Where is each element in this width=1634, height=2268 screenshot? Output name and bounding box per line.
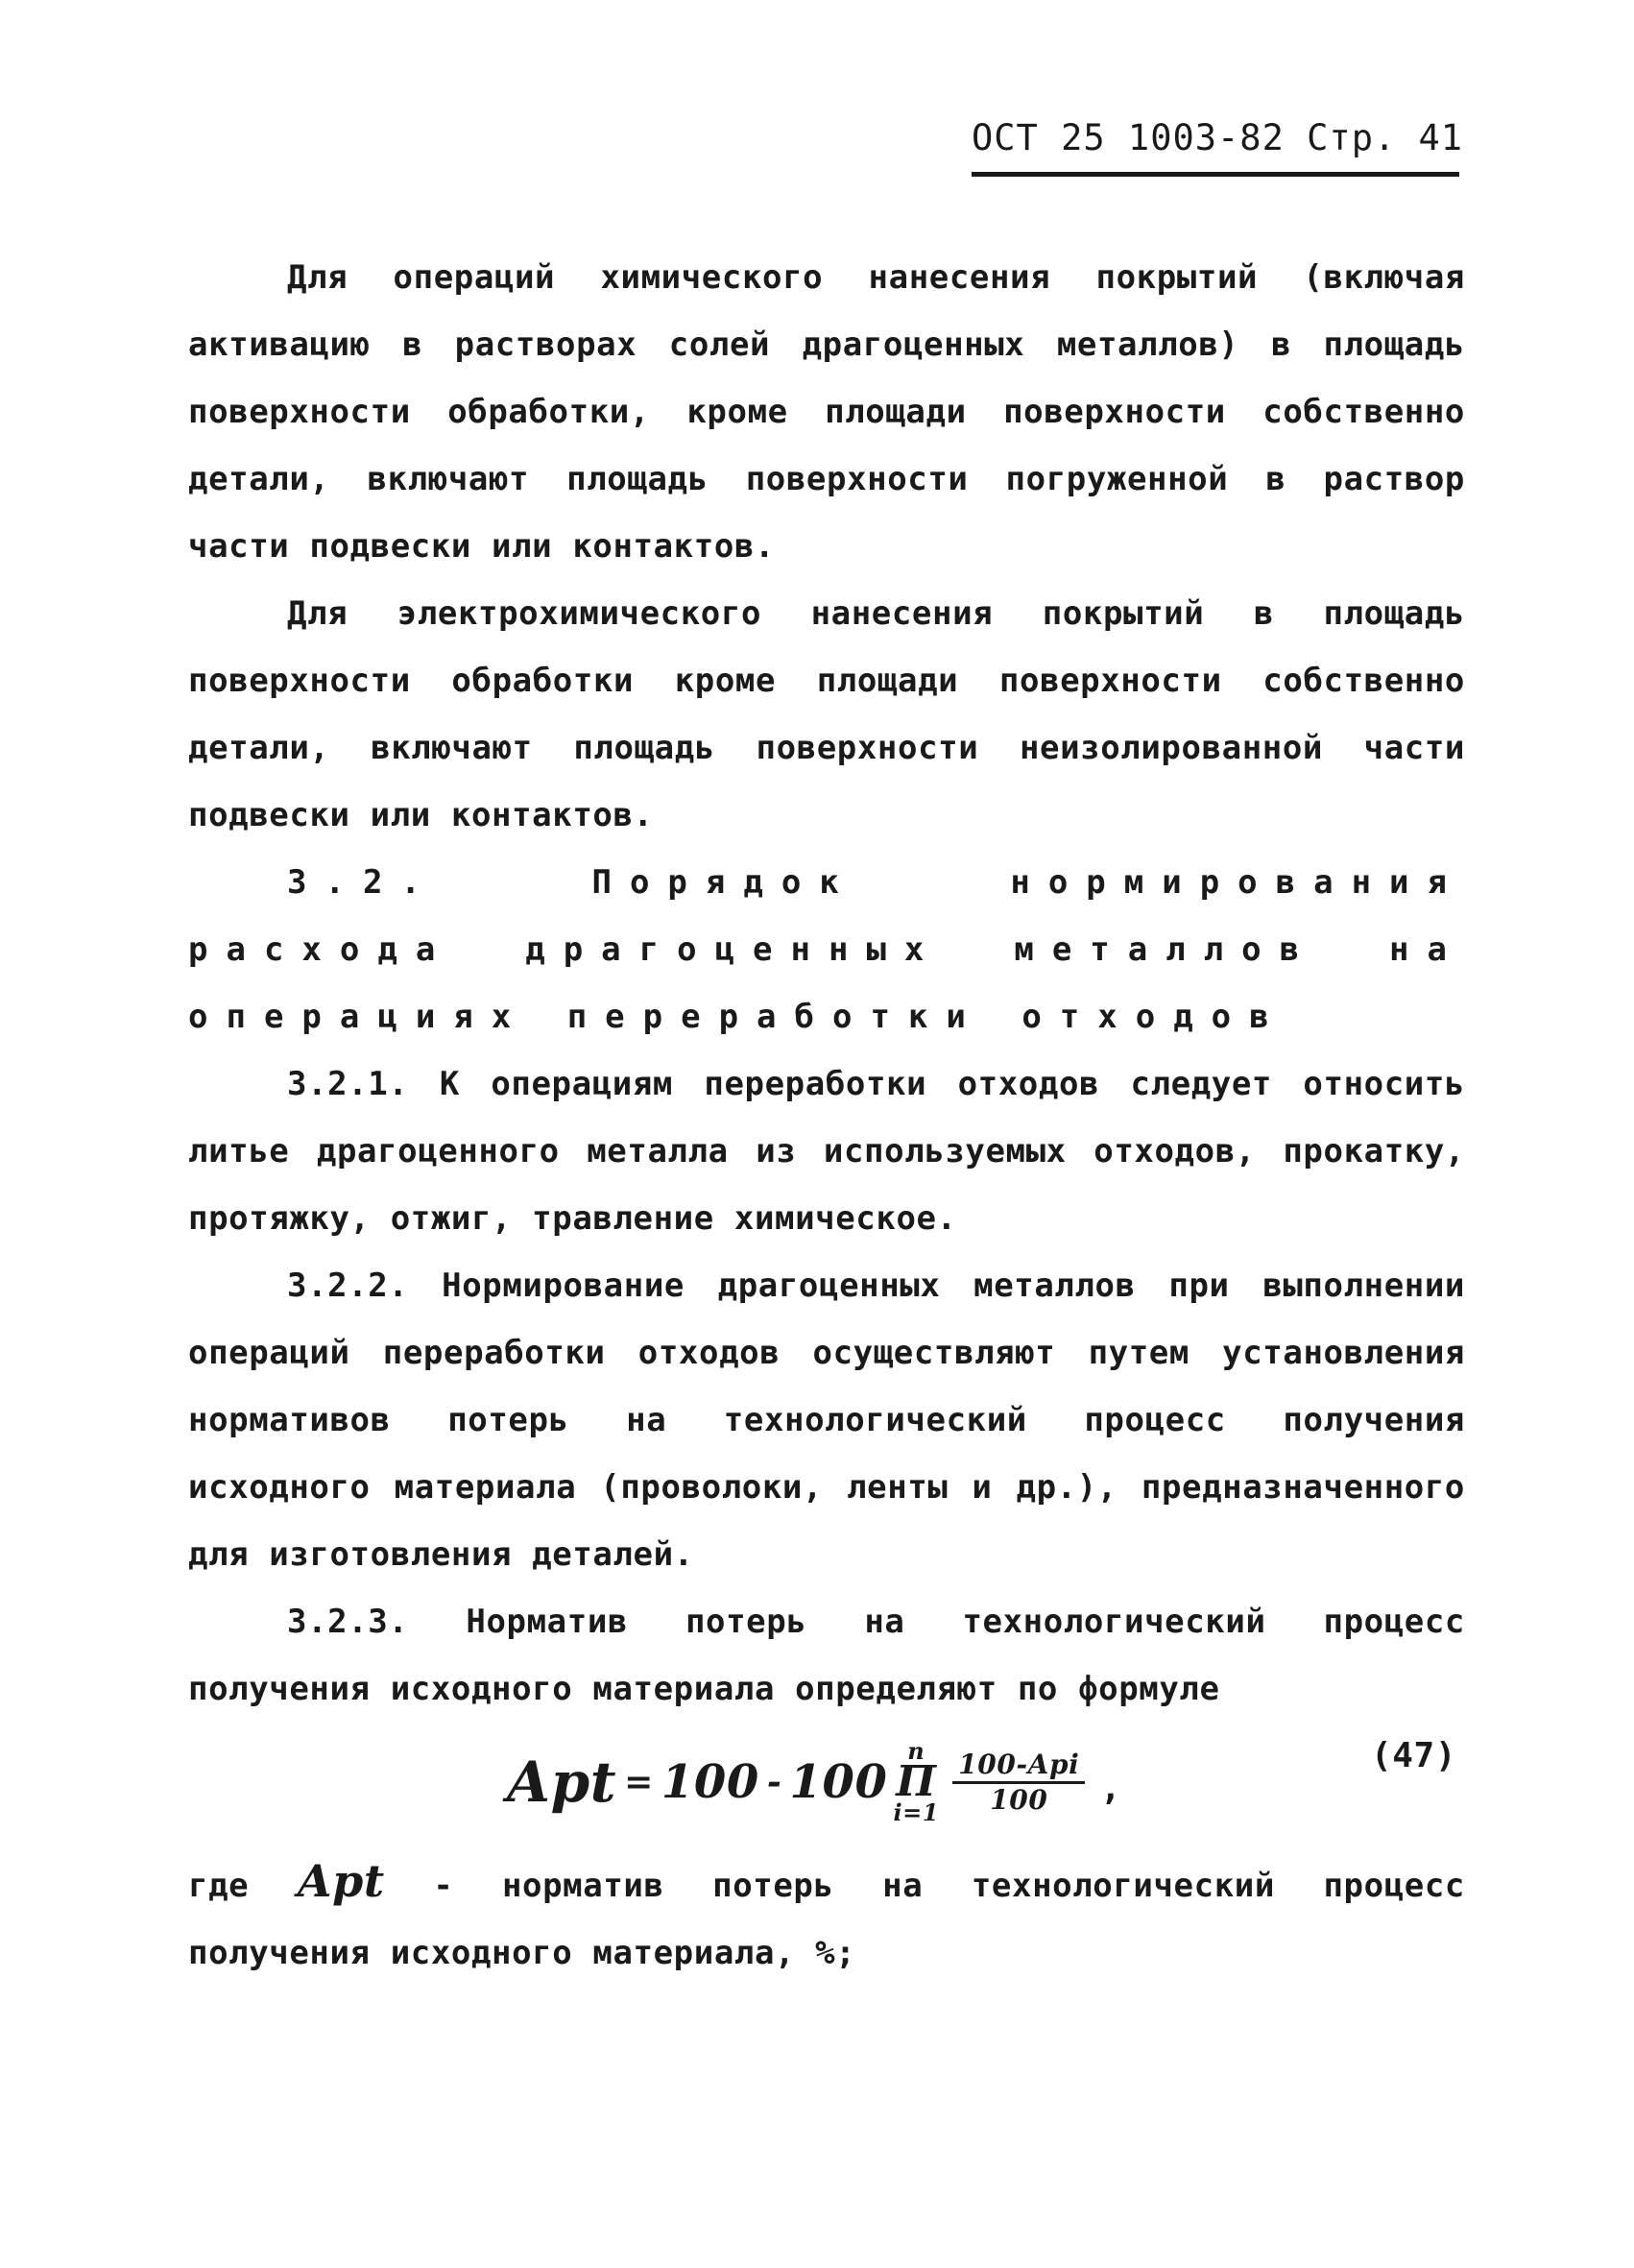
- formula-term2: 100: [789, 1755, 888, 1809]
- formula-expression: [507, 1737, 1085, 1826]
- paragraph-3-2-1: 3.2.1. К операциям переработки отходов следует относить литье драгоценного металла из используемых отходов, прокатку, протяжку, отжиг, травление химическое.: [188, 1065, 1465, 1238]
- fraction-numerator: 100-Api: [952, 1749, 1085, 1784]
- where-prefix: где: [188, 1867, 250, 1905]
- product-upper-limit: n: [907, 1737, 925, 1765]
- product-operator: [893, 1737, 940, 1826]
- paragraph-3-2-2: 3.2.2. Нормирование драгоценных металлов при выполнении операций переработки отходов осуществляют путем установления нормативов потерь на технологический процесс получения исходного материала (проволоки, ленты и др.), предназначенного для изготовления деталей.: [188, 1267, 1465, 1574]
- paragraph-chemical-coating: Для операций химического нанесения покрытий (включая активацию в растворах солей драгоценных металлов) в площадь поверхности обработки, кроме площади поверхности собственно детали, включают площадь поверхности погруженной в раствор части подвески или контактов.: [188, 258, 1465, 566]
- section-heading-3-2: 3.2. Порядок нормирования расхода драгоценных металлов на операциях переработки отходов: [188, 863, 1465, 1036]
- formula-number: (47): [1371, 1736, 1457, 1775]
- fraction-denominator: 100: [990, 1783, 1048, 1816]
- paragraph-3-2-3: 3.2.3. Норматив потерь на технологический процесс получения исходного материала определяют по формуле: [188, 1603, 1465, 1708]
- where-clause: [188, 1847, 1465, 1987]
- formula-fraction: [952, 1749, 1085, 1817]
- formula-comma: ,: [1100, 1769, 1122, 1808]
- formula-term1: 100: [661, 1755, 759, 1809]
- formula-minus: -: [766, 1762, 782, 1802]
- page-header: ОСТ 25 1003-82 Стр. 41: [972, 117, 1459, 177]
- document-body: [188, 244, 1465, 1987]
- where-symbol: Apt: [297, 1855, 385, 1907]
- product-lower-limit: i=1: [893, 1798, 940, 1826]
- formula-47: [188, 1723, 1465, 1847]
- product-symbol: Π: [896, 1757, 937, 1806]
- paragraph-electrochemical-coating: Для электрохимического нанесения покрытий в площадь поверхности обработки кроме площади поверхности собственно детали, включают площадь поверхности неизолированной части подвески или контактов.: [188, 594, 1465, 834]
- formula-lhs: Apt: [507, 1749, 617, 1815]
- where-definition: - норматив потерь на технологический процесс получения исходного материала, %;: [188, 1867, 1465, 1972]
- formula-equals: =: [624, 1762, 654, 1802]
